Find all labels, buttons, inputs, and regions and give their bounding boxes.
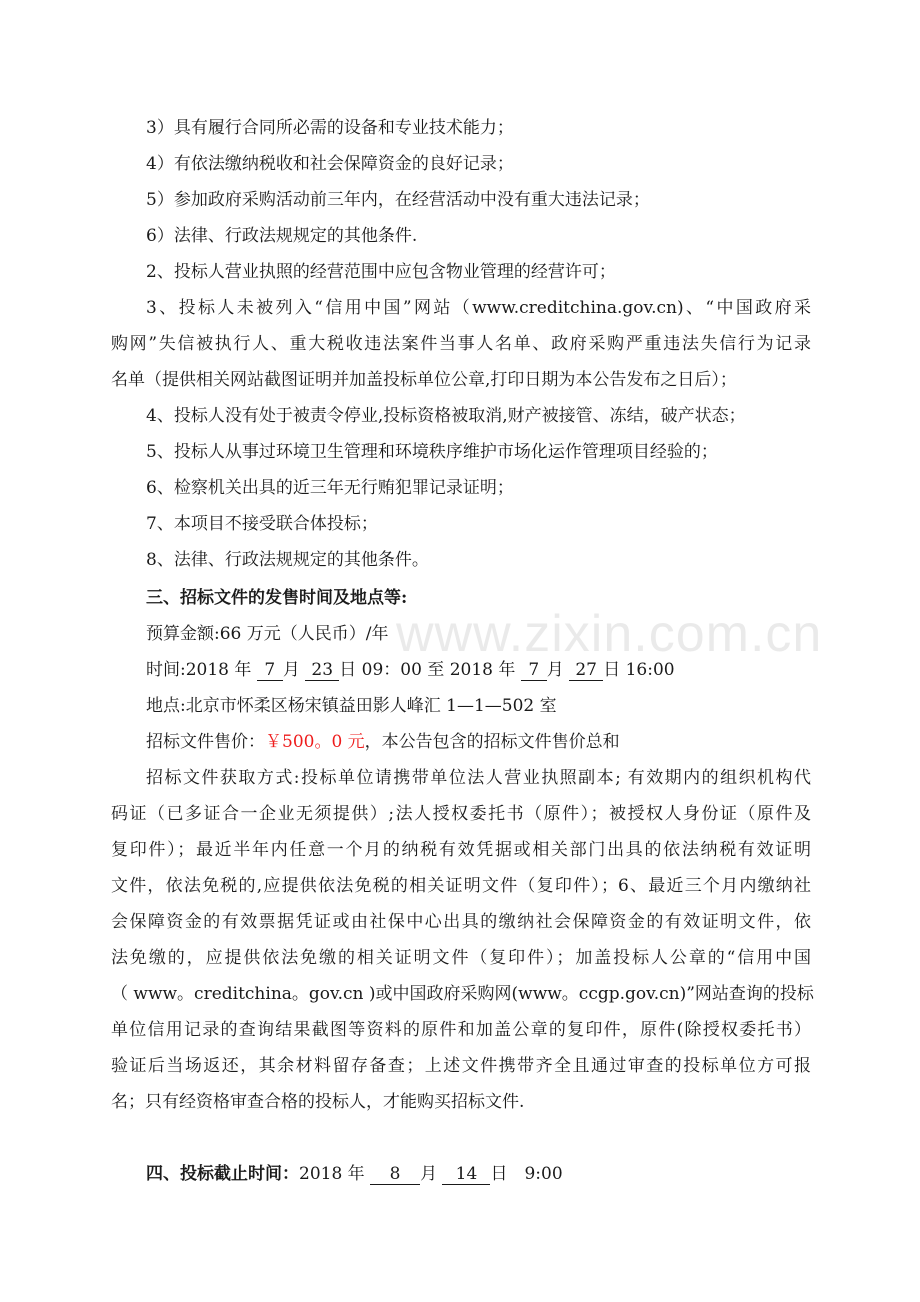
requirement-8: 8、法律、行政法规规定的其他条件。: [146, 550, 429, 570]
site-watermark: www.zixin.com.cn: [396, 605, 823, 663]
method-line-2: 码证（已多证合一企业无须提供）;法人授权委托书（原件）；被授权人身份证（原件及: [111, 804, 811, 824]
start-month: 7: [257, 660, 283, 681]
item-5: 5）参加政府采购活动前三年内，在经营活动中没有重大违法记录；: [146, 190, 650, 210]
item-6: 6）法律、行政法规规定的其他条件.: [146, 226, 418, 246]
method-line-8: 单位信用记录的查询结果截图等资料的原件和加盖公章的复印件，原件(除授权委托书）: [111, 1020, 811, 1040]
deadline-month: 8: [370, 1164, 420, 1185]
requirement-5: 5、投标人从事过环境卫生管理和环境秩序维护市场化运作管理项目经验的；: [146, 442, 718, 462]
price-value: ￥500。0 元: [265, 732, 365, 752]
bid-deadline: [146, 1163, 811, 1185]
item-4: 4）有依法缴纳税收和社会保障资金的良好记录；: [146, 154, 514, 174]
requirement-4: 4、投标人没有处于被责令停业,投标资格被取消,财产被接管、冻结，破产状态；: [146, 406, 746, 426]
requirement-3-line-1: 3、投标人未被列入“信用中国”网站（www.creditchina.gov.cn)、“中国政府采: [146, 298, 811, 318]
item-3: 3）具有履行合同所必需的设备和专业技术能力；: [146, 118, 514, 138]
end-day: 27: [569, 660, 603, 681]
method-line-6: 法免缴的，应提供依法免缴的相关证明文件（复印件）；加盖投标人公章的“信用中国: [111, 948, 811, 968]
section-4-heading: 四、投标截止时间：: [146, 1164, 299, 1184]
sale-time-end: 日 16:00: [603, 660, 675, 680]
sale-location: 地点:北京市怀柔区杨宋镇益田影人峰汇 1—1—502 室: [146, 696, 557, 716]
section-3-heading: 三、招标文件的发售时间及地点等:: [146, 588, 408, 608]
price-label: 招标文件售价：: [146, 732, 265, 752]
start-day: 23: [305, 660, 339, 681]
deadline-time: 日 9:00: [490, 1164, 563, 1184]
start-day-unit: 日: [339, 660, 357, 680]
method-line-9: 验证后当场返还，其余材料留存备查；上述文件携带齐全且通过审查的投标单位方可报: [111, 1056, 811, 1076]
requirement-6: 6、检察机关出具的近三年无行贿犯罪记录证明；: [146, 478, 514, 498]
method-line-3: 复印件）；最近半年内任意一个月的纳税有效凭据或相关部门出具的依法纳税有效证明: [111, 840, 811, 860]
price-note: ，本公告包含的招标文件售价总和: [364, 732, 620, 752]
method-line-1: 招标文件获取方式:投标单位请携带单位法人营业执照副本; 有效期内的组织机构代: [146, 768, 811, 788]
deadline-month-unit: 月: [420, 1164, 438, 1184]
budget-amount: 预算金额:66 万元（人民币）/年: [146, 624, 389, 644]
start-month-unit: 月: [282, 660, 300, 680]
sale-time-label: 时间:2018 年: [146, 660, 252, 680]
end-month-unit: 月: [546, 660, 564, 680]
method-line-5: 会保障资金的有效票据凭证或由社保中心出具的缴纳社会保障资金的有效证明文件，依: [111, 912, 811, 932]
sale-time-middle: 09：00 至 2018 年: [361, 660, 516, 680]
method-line-10: 名；只有经资格审查合格的投标人，才能购买招标文件.: [111, 1092, 525, 1112]
requirement-7: 7、本项目不接受联合体投标；: [146, 514, 378, 534]
requirement-2: 2、投标人营业执照的经营范围中应包含物业管理的经营许可；: [146, 262, 616, 282]
requirement-3-line-3: 名单（提供相关网站截图证明并加盖投标单位公章,打印日期为本公告发布之日后）；: [111, 370, 737, 390]
method-line-4: 文件，依法免税的,应提供依法免税的相关证明文件（复印件）；6、最近三个月内缴纳社: [111, 876, 811, 896]
document-price: [146, 731, 811, 753]
requirement-3-line-2: 购网”失信被执行人、重大税收违法案件当事人名单、政府采购严重违法失信行为记录: [111, 334, 811, 354]
deadline-year: 2018 年: [299, 1164, 365, 1184]
method-line-7: （ www。creditchina。gov.cn )或中国政府采购网(www。ccgp.gov.cn)”网站查询的投标: [111, 984, 814, 1004]
end-month: 7: [521, 660, 547, 681]
deadline-day: 14: [442, 1164, 490, 1185]
